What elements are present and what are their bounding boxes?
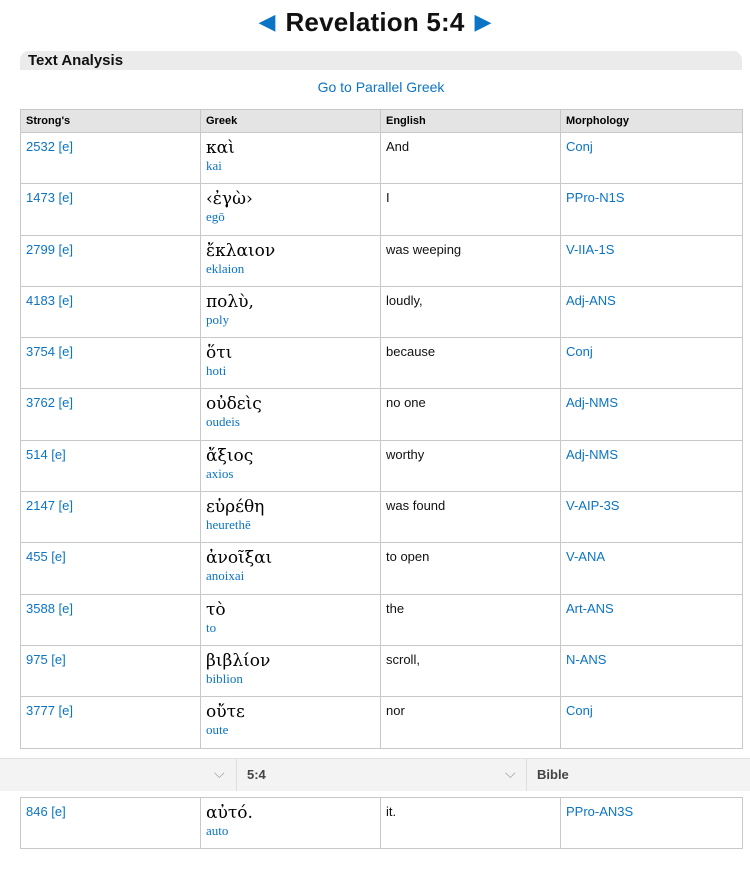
- greek-word: αὐτό.: [206, 803, 253, 823]
- page-header: [0, 0, 750, 44]
- greek-word: πολὺ,: [206, 291, 254, 312]
- transliteration-link[interactable]: oute: [206, 722, 229, 738]
- transliteration-link[interactable]: hoti: [206, 363, 227, 379]
- morphology-cell: [561, 798, 743, 849]
- column-header-morphology: Morphology: [561, 110, 743, 133]
- strongs-cell: [21, 235, 201, 286]
- greek-cell: [201, 286, 381, 337]
- english-gloss: because: [386, 344, 436, 360]
- greek-cell: [201, 184, 381, 235]
- morphology-link[interactable]: V-AIP-3S: [566, 498, 620, 514]
- greek-cell: [201, 697, 381, 748]
- strongs-cell: [21, 697, 201, 748]
- greek-word: οὔτε: [206, 702, 245, 723]
- strongs-cell: [21, 798, 201, 849]
- strongs-link[interactable]: 2799 [e]: [26, 241, 73, 257]
- strongs-link[interactable]: 514 [e]: [26, 446, 66, 462]
- transliteration-link[interactable]: eklaion: [206, 260, 245, 276]
- chevron-down-icon: ⌵: [214, 765, 225, 781]
- strongs-cell: [21, 184, 201, 235]
- previous-verse-arrow-icon[interactable]: ◀: [258, 9, 276, 34]
- morphology-link[interactable]: V-ANA: [566, 549, 606, 565]
- greek-word: οὐδεὶς: [206, 394, 262, 415]
- morphology-cell: [561, 389, 743, 440]
- column-header-strongs: Strong's: [21, 110, 201, 133]
- table-row: [21, 645, 743, 696]
- table-row: [21, 697, 743, 748]
- transliteration-link[interactable]: biblion: [206, 670, 243, 686]
- english-gloss: to open: [386, 549, 430, 565]
- greek-cell: [201, 543, 381, 594]
- chapter-verse-select[interactable]: [237, 759, 526, 791]
- morphology-cell: [561, 492, 743, 543]
- greek-cell: [201, 235, 381, 286]
- strongs-link[interactable]: 2532 [e]: [26, 139, 73, 154]
- english-gloss: worthy: [386, 446, 425, 462]
- table-row: [21, 389, 743, 440]
- table-row: [21, 235, 743, 286]
- strongs-cell: [21, 440, 201, 491]
- morphology-cell: [561, 133, 743, 184]
- greek-cell: [201, 492, 381, 543]
- english-gloss: And: [386, 139, 410, 154]
- strongs-cell: [21, 543, 201, 594]
- greek-cell: [201, 798, 381, 849]
- greek-word: τὸ: [206, 599, 226, 620]
- transliteration-link[interactable]: axios: [206, 465, 234, 481]
- morphology-cell: [561, 235, 743, 286]
- text-analysis-table-continued: [20, 797, 743, 849]
- strongs-link[interactable]: 455 [e]: [26, 549, 66, 565]
- morphology-cell: [561, 286, 743, 337]
- english-gloss: was weeping: [386, 241, 462, 257]
- strongs-cell: [21, 133, 201, 184]
- strongs-cell: [21, 645, 201, 696]
- morphology-link[interactable]: Conj: [566, 703, 593, 719]
- english-gloss: the: [386, 600, 405, 616]
- greek-word: βιβλίον: [206, 650, 271, 671]
- morphology-cell: [561, 338, 743, 389]
- english-gloss: was found: [386, 498, 446, 514]
- english-cell: [381, 492, 561, 543]
- english-gloss: nor: [386, 703, 405, 719]
- greek-word: ἄξιος: [206, 445, 254, 466]
- strongs-link[interactable]: 3777 [e]: [26, 703, 73, 719]
- transliteration-link[interactable]: oudeis: [206, 414, 240, 430]
- transliteration-link[interactable]: egō: [206, 209, 225, 225]
- transliteration-link[interactable]: auto: [206, 823, 229, 838]
- morphology-link[interactable]: Conj: [566, 139, 593, 154]
- column-header-greek: Greek: [201, 110, 381, 133]
- passage-selector-bar: [0, 758, 750, 792]
- version-select[interactable]: [527, 759, 750, 791]
- english-cell: [381, 235, 561, 286]
- text-analysis-table: [20, 109, 743, 749]
- english-cell: [381, 440, 561, 491]
- greek-word: εὑρέθη: [206, 497, 265, 518]
- transliteration-link[interactable]: to: [206, 619, 217, 635]
- english-cell: [381, 338, 561, 389]
- morphology-link[interactable]: Art-ANS: [566, 600, 614, 616]
- column-header-english: English: [381, 110, 561, 133]
- next-verse-arrow-icon[interactable]: ▶: [474, 9, 492, 34]
- morphology-link[interactable]: Adj-ANS: [566, 292, 616, 308]
- english-gloss: loudly,: [386, 292, 423, 308]
- table-row: [21, 133, 743, 184]
- english-cell: [381, 286, 561, 337]
- greek-word: ‹ἐγὼ›: [206, 189, 253, 210]
- english-cell: [381, 133, 561, 184]
- table-header-row: [21, 110, 743, 133]
- morphology-link[interactable]: N-ANS: [566, 651, 607, 667]
- morphology-cell: [561, 697, 743, 748]
- greek-word: καὶ: [206, 138, 235, 158]
- strongs-link[interactable]: 975 [e]: [26, 651, 66, 667]
- greek-cell: [201, 440, 381, 491]
- section-header-bar: [20, 51, 742, 70]
- morphology-link[interactable]: PPro-N1S: [566, 190, 625, 206]
- english-cell: [381, 798, 561, 849]
- greek-cell: [201, 645, 381, 696]
- morphology-cell: [561, 440, 743, 491]
- table-row: [21, 492, 743, 543]
- morphology-cell: [561, 184, 743, 235]
- chevron-down-icon: ⌵: [505, 765, 516, 781]
- strongs-link[interactable]: 846 [e]: [26, 804, 66, 819]
- greek-word: ἔκλαιον: [206, 240, 276, 261]
- english-cell: [381, 594, 561, 645]
- table-row: [21, 338, 743, 389]
- morphology-cell: [561, 645, 743, 696]
- greek-cell: [201, 338, 381, 389]
- book-select[interactable]: [0, 759, 236, 791]
- table-row: [21, 286, 743, 337]
- greek-cell: [201, 389, 381, 440]
- english-cell: [381, 645, 561, 696]
- version-select-value: Bible: [537, 767, 569, 782]
- english-cell: [381, 543, 561, 594]
- greek-cell: [201, 133, 381, 184]
- morphology-cell: [561, 594, 743, 645]
- english-gloss: I: [386, 190, 390, 206]
- english-cell: [381, 184, 561, 235]
- morphology-link[interactable]: PPro-AN3S: [566, 804, 634, 819]
- transliteration-link[interactable]: heurethē: [206, 517, 251, 533]
- transliteration-link[interactable]: kai: [206, 158, 222, 173]
- table-row: [21, 798, 743, 849]
- strongs-link[interactable]: 2147 [e]: [26, 498, 73, 514]
- morphology-link[interactable]: Adj-NMS: [566, 395, 619, 411]
- transliteration-link[interactable]: poly: [206, 311, 230, 327]
- greek-word: ἀνοῖξαι: [206, 548, 273, 569]
- morphology-link[interactable]: Conj: [566, 344, 593, 360]
- chapter-verse-value: 5:4: [247, 767, 266, 782]
- table-row: [21, 594, 743, 645]
- table-row: [21, 184, 743, 235]
- strongs-cell: [21, 594, 201, 645]
- strongs-cell: [21, 338, 201, 389]
- strongs-cell: [21, 286, 201, 337]
- morphology-link[interactable]: V-IIA-1S: [566, 241, 615, 257]
- strongs-cell: [21, 389, 201, 440]
- greek-cell: [201, 594, 381, 645]
- english-cell: [381, 697, 561, 748]
- section-title: Text Analysis: [28, 52, 124, 69]
- page-title: Revelation 5:4: [285, 6, 465, 37]
- strongs-cell: [21, 492, 201, 543]
- greek-word: ὅτι: [206, 343, 233, 364]
- english-gloss: no one: [386, 395, 426, 411]
- morphology-cell: [561, 543, 743, 594]
- parallel-greek-link[interactable]: Go to Parallel Greek: [317, 79, 445, 95]
- strongs-link[interactable]: 1473 [e]: [26, 190, 73, 206]
- strongs-link[interactable]: 3762 [e]: [26, 395, 73, 411]
- transliteration-link[interactable]: anoixai: [206, 568, 245, 584]
- table-row: [21, 440, 743, 491]
- english-gloss: scroll,: [386, 651, 420, 667]
- morphology-link[interactable]: Adj-NMS: [566, 446, 619, 462]
- strongs-link[interactable]: 3588 [e]: [26, 600, 73, 616]
- english-gloss: it.: [386, 804, 397, 819]
- table-row: [21, 543, 743, 594]
- strongs-link[interactable]: 3754 [e]: [26, 344, 73, 360]
- strongs-link[interactable]: 4183 [e]: [26, 292, 73, 308]
- english-cell: [381, 389, 561, 440]
